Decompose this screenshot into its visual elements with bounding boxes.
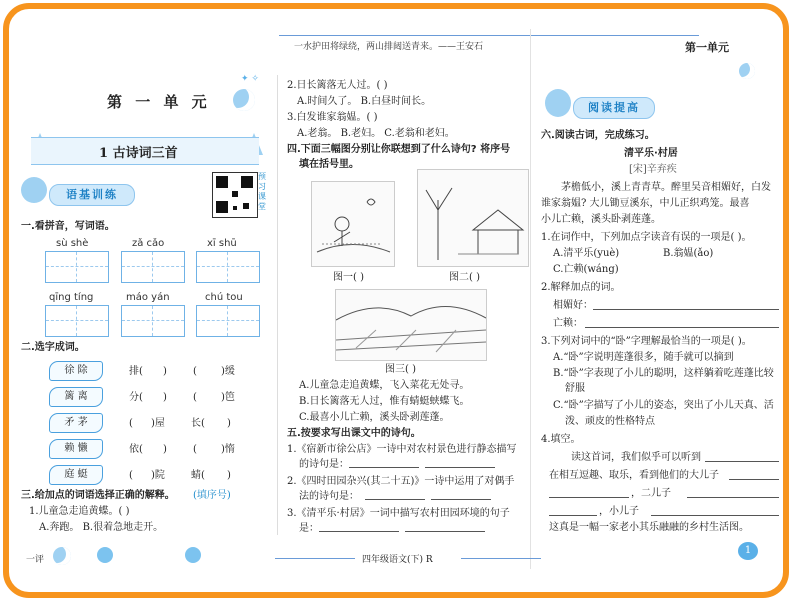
choice-blank[interactable]: 蜻(	[191, 470, 205, 481]
question-3-hint: (填序号)	[193, 490, 231, 501]
answer-line[interactable]	[425, 467, 495, 468]
answer-line[interactable]	[365, 499, 425, 500]
reading-q4-line-2: 在相互逗趣、取乐，看到他们的大儿子	[549, 470, 719, 481]
question-3-3: 3.白发谁家翁媪。( )	[287, 112, 378, 123]
choice-blank[interactable]: 排(	[129, 366, 143, 377]
choice-blank[interactable]: )屋	[151, 418, 165, 429]
section-badge-reading: 阅读提高	[573, 97, 655, 119]
page-gutter	[530, 29, 531, 569]
reading-q3-a: A.“卧”字说明莲蓬很多，随手就可以摘到	[553, 352, 734, 363]
answer-line[interactable]	[349, 467, 419, 468]
reading-q4: 4.填空。	[541, 434, 581, 445]
choice-blank[interactable]: (	[193, 366, 197, 377]
question-3-2: 2.日长篱落无人过。( )	[287, 80, 388, 91]
choice-blank[interactable]: )	[163, 392, 167, 403]
question-6: 六.阅读古词，完成练习。	[541, 130, 655, 141]
choice-blank[interactable]: 长(	[191, 418, 205, 429]
page-frame	[3, 3, 789, 598]
mascot-icon	[21, 177, 47, 203]
choice-blank[interactable]: )	[163, 444, 167, 455]
figure-2-caption: 图二( )	[449, 272, 480, 283]
answer-line[interactable]	[593, 309, 779, 310]
globe-icon	[185, 547, 201, 563]
question-3-2-options: A.时间久了。 B.白昼时间长。	[297, 96, 432, 107]
question-1: 一.看拼音，写词语。	[21, 221, 115, 232]
unit-title: 第 一 单 元	[107, 93, 211, 111]
figure-1-drawing	[312, 182, 394, 266]
answer-line[interactable]	[319, 531, 399, 532]
poem-line-1: 茅檐低小，溪上青青草。醉里吴音相媚好，白发	[561, 182, 771, 193]
choice-chars: 篱 离	[49, 387, 103, 407]
reading-q2-a: 相媚好：	[553, 300, 593, 311]
reading-q1-a: A.清平乐(yuè)	[553, 248, 620, 259]
footer-book-title: 四年级语文(下) R	[362, 555, 433, 565]
footer-rule	[275, 558, 355, 559]
figure-2-drawing	[418, 170, 528, 266]
reading-q1-b: B.翁媪(ǎo)	[663, 248, 714, 259]
writing-grid[interactable]	[45, 305, 109, 337]
choice-blank[interactable]: )笆	[221, 392, 235, 403]
choice-blank[interactable]: 分(	[129, 392, 143, 403]
reading-q3-b-cont: 舒服	[565, 383, 585, 394]
question-4-option-b: B.日长篱落无人过，惟有蜻蜓蛱蝶飞。	[299, 396, 470, 407]
choice-blank[interactable]: (	[193, 444, 197, 455]
choice-blank[interactable]: )	[163, 366, 167, 377]
question-3: 三.给加点的词语选择正确的解释。	[21, 490, 175, 501]
choice-blank[interactable]: )院	[151, 470, 165, 481]
question-3-3-options: A.老翁。 B.老妇。 C.老翁和老妇。	[297, 128, 455, 139]
choice-chars: 徐 除	[49, 361, 103, 381]
reading-q4-line-4: ，小儿子	[599, 506, 639, 517]
reading-q4-line-3: ，二儿子	[631, 488, 671, 499]
reading-q4-line-1: 读这首词，我们似乎可以听到	[571, 452, 701, 463]
reading-q2: 2.解释加点的词。	[541, 282, 621, 293]
moon-icon	[233, 89, 255, 111]
pinyin-label: chú tou	[205, 292, 243, 303]
figure-3-drawing	[336, 290, 486, 360]
writing-grid[interactable]	[121, 251, 185, 283]
pinyin-label: sù shè	[56, 238, 89, 249]
figure-1-caption: 图一( )	[333, 272, 364, 283]
question-3-1: 1.儿童急走追黄蝶。( )	[29, 506, 130, 517]
question-5-1-label: 的诗句是：	[299, 459, 349, 470]
poem-title: 清平乐·村居	[624, 148, 678, 159]
footer-left-label: 一评	[26, 555, 45, 565]
choice-chars: 矛 茅	[49, 413, 103, 433]
footer-rule	[461, 558, 541, 559]
answer-line[interactable]	[651, 515, 779, 516]
reading-q3: 3.下列对词中的“卧”字理解最恰当的一项是( )。	[541, 336, 752, 347]
page-number: 1	[738, 542, 758, 560]
writing-grid[interactable]	[121, 305, 185, 337]
question-4-cont: 填在括号里。	[299, 159, 359, 170]
question-2: 二.选字成词。	[21, 342, 85, 353]
choice-blank[interactable]: 依(	[129, 444, 143, 455]
header-motto: 一水护田将绿绕，两山排闼送青来。——王安石	[294, 42, 484, 52]
poem-line-2: 谁家翁媪? 大儿锄豆溪东，中儿正织鸡笼。最喜	[541, 198, 750, 209]
section-badge-basic: 语基训练	[49, 184, 135, 206]
choice-blank[interactable]: )	[227, 418, 231, 429]
poem-author: [宋]辛弃疾	[629, 164, 677, 175]
star-icon: ✦ ✧	[241, 74, 259, 84]
question-5-3: 3.《清平乐·村居》一词中描写农村田园环境的句子	[287, 508, 510, 519]
question-5: 五.按要求写出课文中的诗句。	[287, 428, 421, 439]
reading-q4-line-5: 这真是一幅一家老小其乐融融的乡村生活图。	[549, 522, 749, 533]
reading-q3-b: B.“卧”字表现了小儿的聪明，这样躺着吃莲蓬比较	[553, 368, 774, 379]
poem-line-3: 小儿亡赖，溪头卧剥莲蓬。	[541, 214, 661, 225]
reading-q1: 1.在词作中，下列加点字读音有误的一项是( )。	[541, 232, 752, 243]
writing-grid[interactable]	[196, 251, 260, 283]
choice-blank[interactable]: (	[129, 470, 133, 481]
pinyin-label: qīng tíng	[49, 292, 94, 303]
answer-line[interactable]	[705, 461, 779, 462]
answer-line[interactable]	[405, 531, 485, 532]
reading-q3-c-cont: 泼、顽皮的性格特点	[565, 416, 655, 427]
figure-3-caption: 图三( )	[385, 364, 416, 375]
illustration-figure-2	[417, 169, 529, 267]
header-unit-tab: 第一单元	[685, 41, 729, 54]
answer-line[interactable]	[431, 499, 491, 500]
moon-icon	[739, 63, 755, 79]
choice-blank[interactable]: )	[227, 470, 231, 481]
pinyin-label: zǎ cǎo	[132, 238, 165, 249]
mascot-icon	[545, 89, 571, 117]
answer-line[interactable]	[729, 479, 779, 480]
reading-q3-c: C.“卧”字描写了小儿的姿态，突出了小儿天真、活	[553, 400, 774, 411]
choice-chars: 庭 蜓	[49, 465, 103, 485]
pinyin-label: xī shū	[207, 238, 237, 249]
pinyin-label: máo yán	[126, 292, 170, 303]
qr-code	[212, 172, 258, 218]
lesson-title: 1 古诗词三首	[99, 146, 178, 161]
header-rule	[279, 35, 699, 36]
choice-chars: 赖 懒	[49, 439, 103, 459]
answer-line[interactable]	[687, 497, 779, 498]
question-5-2: 2.《四时田园杂兴(其二十五)》一诗中运用了对偶手	[287, 476, 515, 487]
choice-blank[interactable]: )惰	[221, 444, 235, 455]
question-4-option-a: A.儿童急走追黄蝶，飞入菜花无处寻。	[299, 380, 470, 391]
writing-grid[interactable]	[45, 251, 109, 283]
illustration-figure-1	[311, 181, 395, 267]
qr-caption: 预习课堂	[258, 172, 266, 211]
reading-q2-b: 亡赖：	[553, 318, 583, 329]
reading-q1-c: C.亡赖(wáng)	[553, 264, 619, 275]
question-5-2-label: 法的诗句是：	[299, 491, 359, 502]
question-4: 四.下面三幅图分别让你联想到了什么诗句? 将序号	[287, 144, 511, 155]
question-5-1: 1.《宿新市徐公店》一诗中对农村景色进行静态描写	[287, 444, 517, 455]
answer-line[interactable]	[549, 515, 597, 516]
choice-blank[interactable]: (	[129, 418, 133, 429]
column-divider	[277, 75, 278, 535]
question-4-option-c: C.最喜小儿亡赖，溪头卧剥莲蓬。	[299, 412, 450, 423]
writing-grid[interactable]	[196, 305, 260, 337]
question-3-1-options: A.奔跑。 B.很着急地走开。	[39, 522, 164, 533]
illustration-figure-3	[335, 289, 487, 361]
answer-line[interactable]	[549, 497, 629, 498]
question-5-3-label: 是：	[299, 523, 319, 534]
choice-blank[interactable]: (	[193, 392, 197, 403]
answer-line[interactable]	[585, 327, 779, 328]
moon-icon	[53, 547, 71, 565]
globe-icon	[97, 547, 113, 563]
choice-blank[interactable]: )缓	[221, 366, 235, 377]
